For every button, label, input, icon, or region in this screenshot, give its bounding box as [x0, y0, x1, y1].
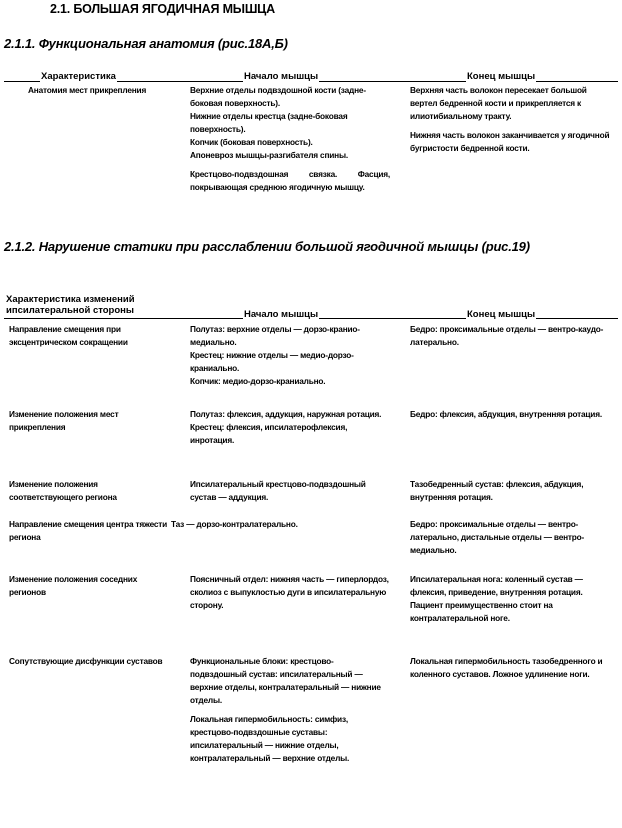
table2-row-end: Тазобедренный сустав: флексия, абдукция, внутренняя ротация. — [410, 479, 584, 502]
table1-header-start: Начало мышцы — [244, 71, 319, 82]
table2-row-start: Полутаз: верхние отделы — дорзо-краниo-медиально. Крестец: нижние отделы — медио-дорзо-краниально. Копчик: медио-дорзо-краниально. — [190, 324, 360, 386]
table1-row-start: Верхние отделы подвздошной кости (задне-боковая поверхность). Нижние отделы крестца (задне-боковая поверхность). Копчик (боковая поверхность). Апоневроз мышцы-разгибателя спины. Крестцово-подвздошная связка. Фасция, покрывающая среднюю ягодичную мышцу. — [190, 85, 390, 192]
table2-row-end: Локальная гипермобильность тазобедренного и коленного суставов. Ложное удлинение ноги. — [410, 656, 603, 679]
table2-row-start: Таз — дорзо-контралатерально. — [171, 519, 298, 529]
table2-row-start: Полутаз: флексия, аддукция, наружная ротация. Крестец: флексия, ипсилатерофлексия, инротация. — [190, 409, 382, 445]
table2-row-end: Бедро: проксимальные отделы — вентро-каудо-латерально. — [410, 324, 604, 347]
table2-row-label: Направление смещения центра тяжести региона — [9, 519, 168, 542]
table2-row-start: Функциональные блоки: крестцово-подвздошный сустав: ипсилатеральный — верхние отделы, контралатеральный — нижние отделы. Локальная гипермобильность: симфиз, крестцово-подвздошные суставы: ипсилатеральный — нижние отделы, контралатеральный — верхние отделы. — [190, 656, 381, 763]
table2-row-label: Изменение положения мест прикрепления — [9, 409, 119, 432]
table2-row-start: Поясничный отдел: нижняя часть — гиперлордоз, сколиоз с выпуклостью дуги в ипсилатеральную сторону. — [190, 574, 389, 610]
table2-row-label: Сопутствующие дисфункции суставов — [9, 656, 163, 666]
table2-row-end: Бедро: флексия, абдукция, внутренняя ротация. — [410, 409, 602, 419]
table2-row-end: Бедро: проксимальные отделы — вентро-латерально, дистальные отделы — вентро-медиально. — [410, 519, 585, 555]
table2-row-end: Ипсилатеральная нога: коленный сустав — флексия, приведение, внутренняя ротация. Пациент преимущественно стоит на контралатеральной ноге. — [410, 574, 583, 623]
table2-header-char: Характеристика изменений ипсилатеральной стороны — [6, 294, 135, 316]
table1-row-label: Анатомия мест прикрепления — [28, 85, 147, 95]
table2-row-label: Направление смещения при эксцентрическом сокращении — [9, 324, 128, 347]
table2-header-end: Конец мышцы — [467, 309, 536, 320]
table2-row-label: Изменение положения соответствующего региона — [9, 479, 117, 502]
table1-row-end: Верхняя часть волокон пересекает большой вертел бедренной кости и прикрепляется к илиотибиальному тракту. Нижняя часть волокон заканчивается у ягодичной бугристости бедренной кости. — [410, 85, 610, 153]
table2-row-label: Изменение положения соседних регионов — [9, 574, 138, 597]
table2-row-start: Ипсилатеральный крестцово-подвздошный сустав — аддукция. — [190, 479, 366, 502]
section-title: 2.1. БОЛЬШАЯ ЯГОДИЧНАЯ МЫШЦА — [50, 2, 275, 16]
table1-header-char: Характеристика — [41, 71, 116, 82]
table1-header-end: Конец мышцы — [467, 71, 536, 82]
subsection-title-statics: 2.1.2. Нарушение статики при расслаблении большой ягодичной мышцы (рис.19) — [4, 239, 530, 254]
table2-header-start: Начало мышцы — [244, 309, 319, 320]
subsection-title-anatomy: 2.1.1. Функциональная анатомия (рис.18А,Б) — [4, 36, 288, 51]
